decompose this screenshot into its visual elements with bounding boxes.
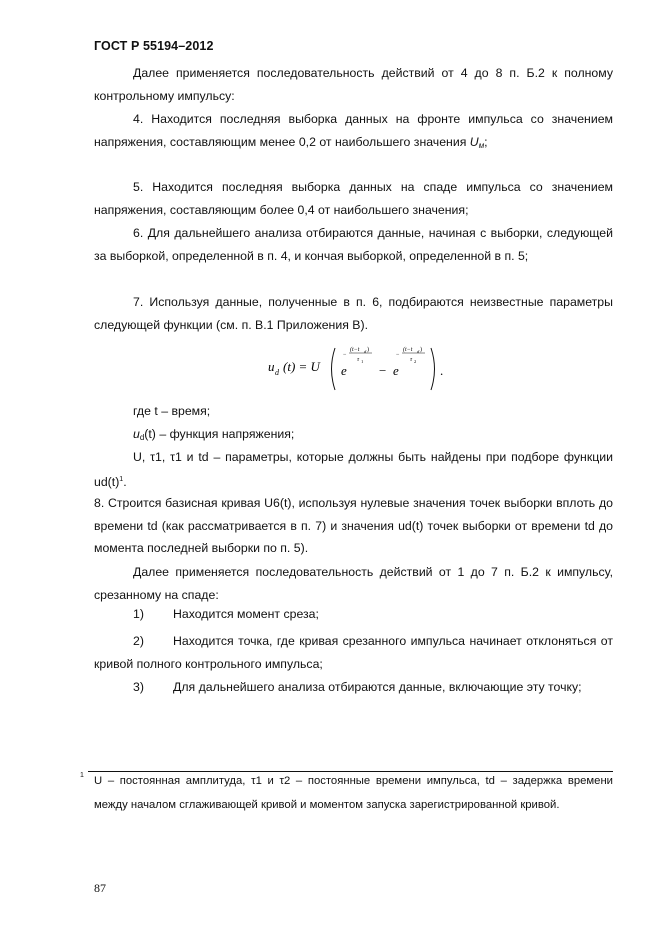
step-4-sub: м <box>478 140 485 150</box>
chopped-intro-paragraph: Далее применяется последовательность действий от 1 до 7 п. Б.2 к импульсу, срезанному на спаде: <box>94 565 613 602</box>
formula-period: . <box>440 363 444 378</box>
list-item <box>94 676 613 699</box>
formula-exp1-minus: − <box>343 352 347 358</box>
formula-exp2-num: (t−t <box>403 347 413 353</box>
def-t-line: где t – время; <box>133 404 211 418</box>
formula-exp1-num: (t−t <box>350 347 360 353</box>
def-ud-rest: (t) – функция напряжения; <box>144 427 295 441</box>
list-item <box>133 607 319 621</box>
document-header: ГОСТ Р 55194–2012 <box>94 39 214 53</box>
formula-lhs: u <box>268 359 275 374</box>
formula-right-paren <box>431 348 435 390</box>
step-4-paragraph <box>94 108 613 157</box>
list-item-num: 2) <box>133 634 144 648</box>
list-item-text: Для дальнейшего анализа отбираются данные, включающие эту точку; <box>173 680 582 694</box>
def-ud-sub: d <box>139 433 145 442</box>
pulse-formula <box>260 338 460 400</box>
step-5-paragraph: 5. Находится последняя выборка данных на спаде импульса со значением напряжения, составляющим более 0,4 от наибольшего значения; <box>94 180 613 217</box>
page-number: 87 <box>94 881 106 895</box>
formula-left-paren <box>332 348 336 390</box>
list-item-num: 3) <box>133 680 144 694</box>
footnote-mark: 1 <box>80 772 84 779</box>
svg-text:2: 2 <box>414 359 417 364</box>
svg-text:d: d <box>417 349 420 354</box>
footnote-text: U – постоянная амплитуда, τ1 и τ2 – постоянные времени импульса, td – задержка времени между началом сглаживающей кривой и моментом запуска зарегистрированной кривой. <box>94 775 613 811</box>
svg-text:): ) <box>420 347 422 353</box>
formula-exp2-den: τ <box>410 357 413 363</box>
def-params-text: U, τ1, τ1 и td – параметры, которые должны быть найдены при подборе функции ud(t) <box>94 450 613 489</box>
def-params-end: . <box>123 474 127 489</box>
svg-text:): ) <box>367 347 369 353</box>
step-4-end: ; <box>484 134 488 149</box>
step-8-paragraph: 8. Строится базисная кривая U6(t), используя нулевые значения точек выборки вплоть до времени td (как рассматривается в п. 7) и значения ud(t) точек выборки от времени td до момента последней выборки по п. 5). <box>94 496 613 556</box>
formula-e1: e <box>341 363 347 378</box>
formula-minus: − <box>379 363 387 378</box>
list-item-text: Находится точка, где кривая срезанного импульса начинает отклоняться от кривой полного контрольного импульса; <box>94 634 613 671</box>
list-item-num: 1) <box>133 607 144 621</box>
formula-exp1-den: τ <box>357 357 360 363</box>
intro-paragraph: Далее применяется последовательность действий от 4 до 8 п. Б.2 к полному контрольному импульсу: <box>94 66 613 103</box>
def-params-sup: 1 <box>119 475 124 483</box>
list-item <box>94 630 613 675</box>
svg-text:1: 1 <box>361 359 364 364</box>
def-ud-var: u <box>133 427 140 441</box>
step-4-text: 4. Находится последняя выборка данных на фронте импульса со значением напряжения, составляющим менее 0,2 от наибольшего значения <box>94 112 613 149</box>
formula-exp2-minus: − <box>396 352 400 358</box>
step-7-paragraph: 7. Используя данные, полученные в п. 6, подбираются неизвестные параметры следующей функции (см. п. В.1 Приложения В). <box>94 295 613 332</box>
step-4-var: U <box>469 134 479 149</box>
formula-lhs-sub: d <box>275 368 279 377</box>
formula-e2: e <box>393 363 399 378</box>
list-item-text: Находится момент среза; <box>173 607 319 621</box>
def-params-line <box>94 446 613 493</box>
step-6-paragraph: 6. Для дальнейшего анализа отбираются данные, начиная с выборки, следующей за выборкой, определенной в п. 4, и кончая выборкой, определенной в п. 5; <box>94 226 613 263</box>
svg-text:d: d <box>364 349 367 354</box>
formula-arg: (t) = U <box>283 359 320 374</box>
